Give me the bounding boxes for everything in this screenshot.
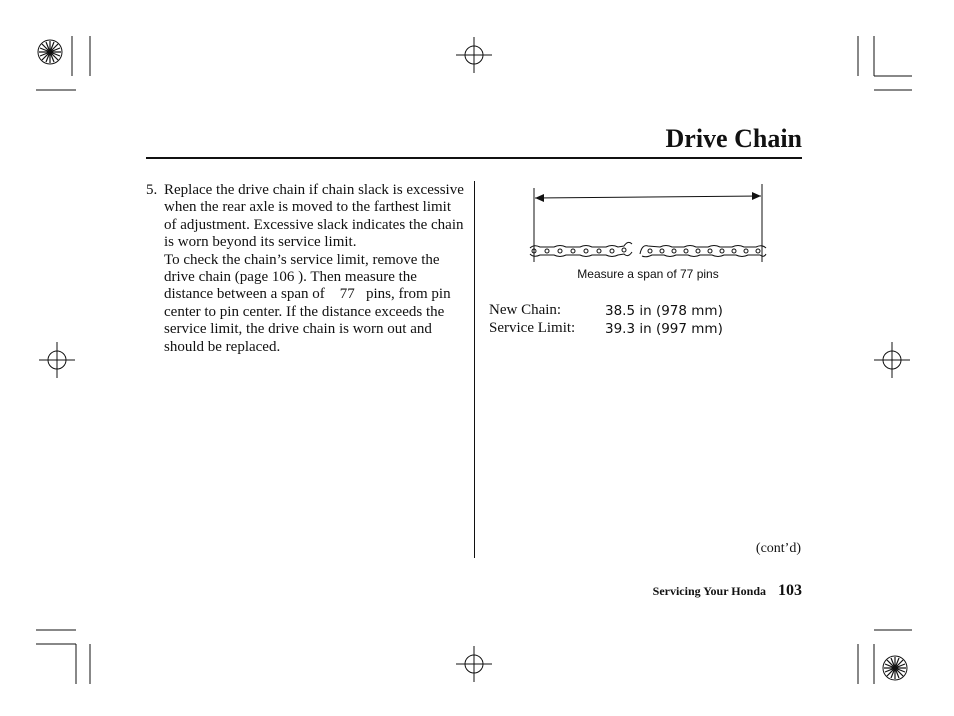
spec-label-limit: Service Limit:: [489, 320, 576, 336]
page-number: 103: [778, 582, 802, 599]
registration-target-bottom-right: [883, 656, 907, 680]
spec-row-new: [489, 302, 789, 322]
chain-right-segment: [640, 246, 766, 257]
page-footer: [600, 582, 802, 600]
dimension-arrow-left: [535, 194, 544, 202]
page-title: Drive Chain: [665, 124, 802, 153]
continued-note: (cont’d): [755, 541, 801, 556]
step-5: [146, 182, 466, 356]
title-rule: [146, 157, 802, 159]
registration-target-top-left: [38, 40, 62, 64]
spec-label-new: New Chain:: [489, 302, 562, 318]
figure-caption: Measure a span of 77 pins: [577, 267, 719, 281]
spec-value-limit: 39.3 in (997 mm): [605, 321, 723, 337]
step-paragraph-1: Replace the drive chain if chain slack is excessive when the rear axle is moved to the farthest limit of adjustment. Excessive slack indicates the chain is worn beyond its service limit.: [164, 182, 464, 251]
step-paragraph-2: To check the chain’s service limit, remove the drive chain (page 106 ). Then measure the distance between a span of 77 pins, from pin center to pin center. If the distance exceeds the service limit, the drive chain is worn out and should be replaced.: [164, 251, 455, 355]
spec-row-limit: [489, 320, 789, 340]
column-divider: [474, 181, 475, 558]
chain-illustration: [524, 182, 774, 266]
chain-left-segment: [530, 242, 632, 256]
section-name: Servicing Your Honda: [652, 584, 766, 598]
step-number: 5.: [146, 182, 158, 198]
dimension-line: [535, 196, 761, 198]
spec-value-new: 38.5 in (978 mm): [605, 303, 723, 319]
dimension-arrow-right: [752, 192, 761, 200]
